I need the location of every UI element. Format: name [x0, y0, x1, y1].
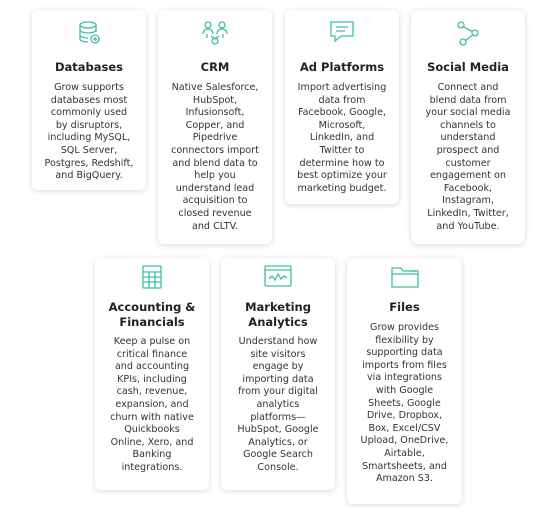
card-description: Keep a pulse on critical finance and accounting KPIs, including cash, revenue, expansion, and churn with native Quickbooks Online, Xero, and Banking integrations. [110, 336, 194, 473]
card-social-media [411, 10, 525, 244]
card-description: Native Salesforce, HubSpot, Infusionsoft, Copper, and Pipedrive connectors import and blend data to help you understand lead acquisition to closed revenue and CLTV. [171, 82, 259, 232]
folder-icon [390, 264, 420, 290]
card-databases [32, 10, 146, 190]
card-accounting-financials [95, 258, 209, 490]
card-crm [158, 10, 272, 244]
card-title: Databases [54, 60, 124, 74]
chat-ad-icon [328, 19, 356, 45]
share-network-icon [454, 19, 482, 47]
card-title: Accounting & Financials [108, 300, 196, 329]
crm-users-icon [200, 18, 230, 46]
card-description: Grow supports databases most commonly used by disruptors, including MySQL, SQL Server, Postgres, Redshift, and BigQuery. [44, 82, 134, 182]
card-title: Marketing Analytics [245, 300, 311, 329]
card-title: Ad Platforms [299, 60, 385, 74]
analytics-screen-icon [263, 264, 293, 290]
card-files [347, 258, 462, 504]
card-title: Files [389, 300, 420, 314]
card-title: Social Media [427, 60, 509, 74]
card-description: Import advertising data from Facebook, Google, Microsoft, LinkedIn, and Twitter to determine how to best optimize your marketing budget. [297, 82, 387, 194]
card-title: CRM [200, 60, 230, 74]
card-ad-platforms [285, 10, 399, 204]
card-description: Connect and blend data from your social media channels to understand prospect and customer engagement on Facebook, Instagram, LinkedIn, Twitter, and YouTube. [425, 82, 511, 232]
card-description: Understand how site visitors engage by importing data from your digital analytics platforms—HubSpot, Google Analytics, or Google Search Console. [237, 336, 319, 473]
card-description: Grow provides flexibility by supporting data imports from files via integrations with Google Sheets, Google Drive, Dropbox, Box, Excel/CSV Upload, OneDrive, Airtable, Smartsheets, and Amazon S3. [360, 322, 449, 485]
spreadsheet-icon [140, 264, 164, 290]
database-icon [76, 20, 102, 46]
card-marketing-analytics [221, 258, 335, 490]
